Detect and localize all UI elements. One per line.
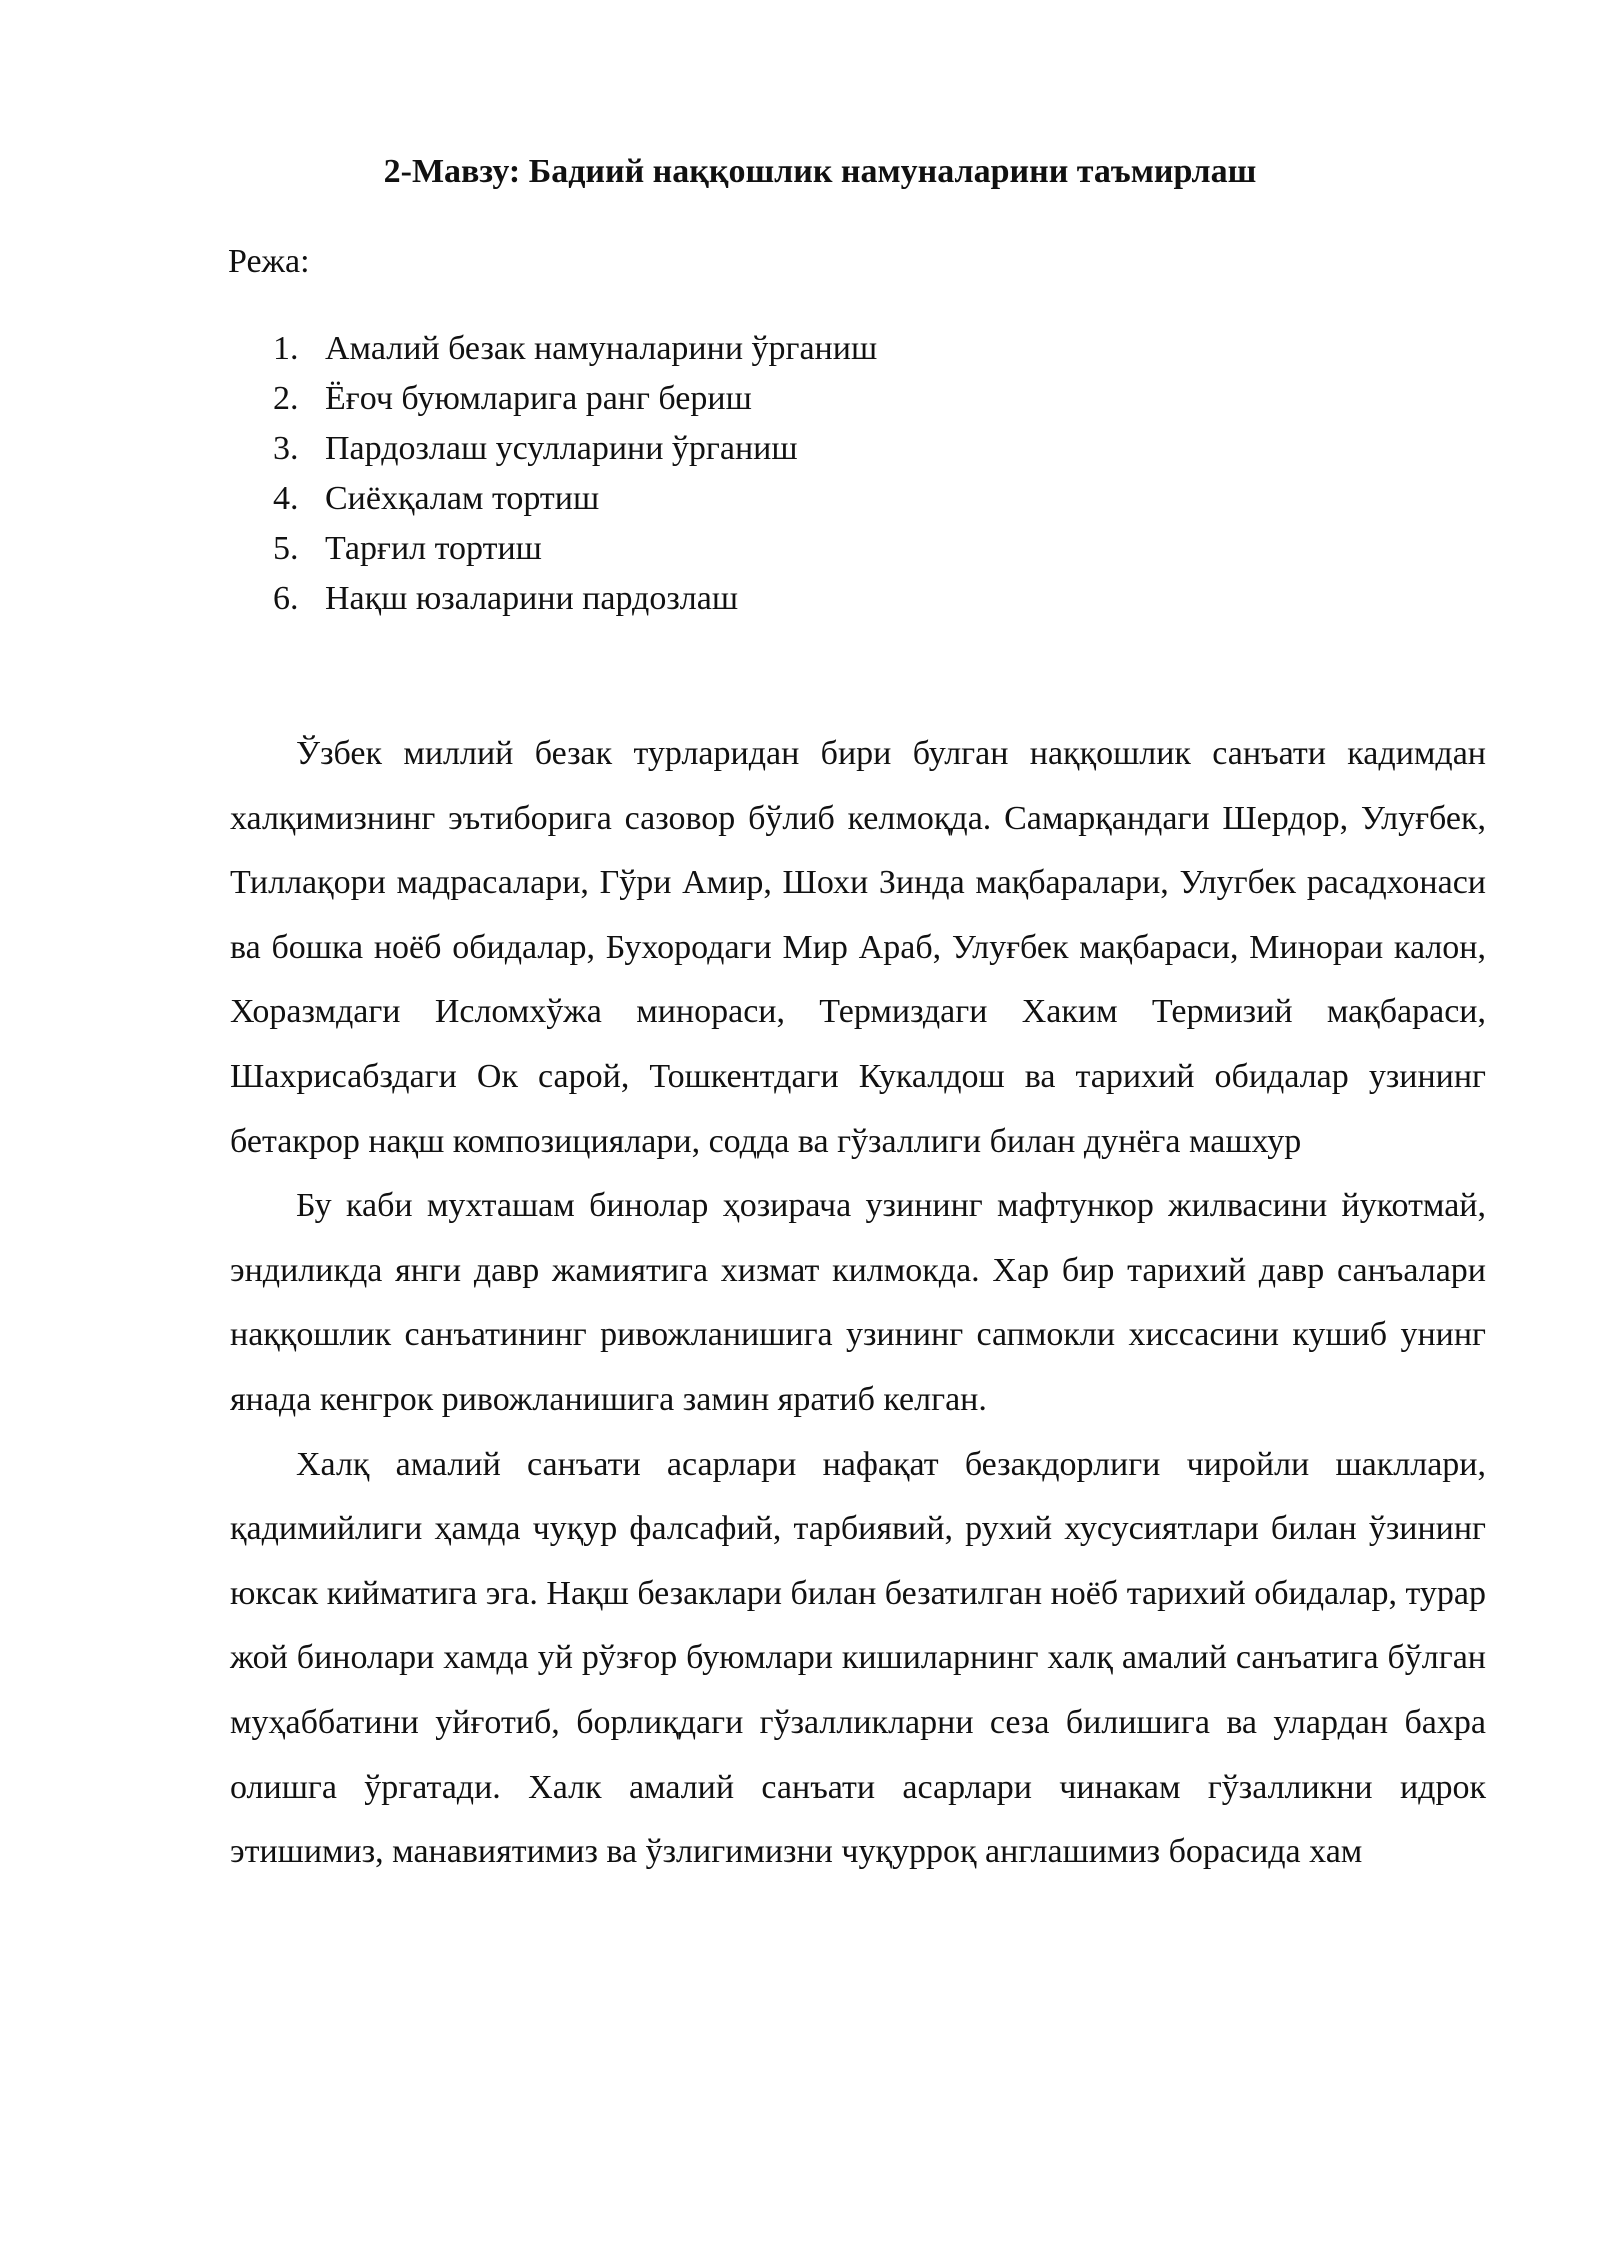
plan-item-number: 5. (273, 530, 299, 567)
body-text (230, 722, 1486, 1885)
plan-item-text: Нақш юзаларини пардозлаш (325, 580, 739, 617)
plan-item-text: Сиёхқалам тортиш (325, 480, 600, 517)
plan-item-number: 1. (273, 330, 299, 367)
plan-heading: Режа: (228, 243, 310, 280)
plan-item-number: 3. (273, 430, 299, 467)
plan-item-number: 4. (273, 480, 299, 517)
plan-item-text: Амалий безак намуналарини ўрганиш (325, 330, 878, 367)
body-paragraph: Бу каби мухташам бинолар ҳозирача узининг мафтункор жилвасини йукотмай, эндиликда янги давр жамиятига хизмат килмокда. Хар бир тарихий давр санъалари наққошлик санъатининг ривожланишига узининг сапмокли хиссасини кушиб унинг янада кенгрок ривожланишига замин яратиб келган. (230, 1187, 1486, 1418)
plan-item-number: 2. (273, 380, 299, 417)
plan-item-text: Пардозлаш усулларини ўрганиш (325, 430, 798, 467)
body-paragraph: Халқ амалий санъати асарлари нафақат безакдорлиги чиройли шакллари, қадимийлиги ҳамда чуқур фалсафий, тарбиявий, рухий хусусиятлари билан ўзининг юксак кийматига эга. Нақш безаклари билан безатилган ноёб тарихий обидалар, турар жой бинолари хамда уй рўзғор буюмлари кишиларнинг халқ амалий санъатига бўлган муҳаббатини уйғотиб, борлиқдаги гўзалликларни сеза билишига ва улардан бахра олишга ўргатади. Халк амалий санъати асарлари чинакам гўзалликни идрок этишимиз, манавиятимиз ва ўзлигимизни чуқурроқ англашимиз борасида хам (230, 1445, 1486, 1871)
plan-item-text: Ёғоч буюмларига ранг бериш (325, 380, 752, 417)
document-title: 2-Мавзу: Бадиий наққошлик намуналарини таъмирлаш (383, 153, 1257, 190)
plan-item-number: 6. (273, 580, 299, 617)
plan-item-text: Тарғил тортиш (325, 530, 542, 567)
body-paragraph: Ўзбек миллий безак турларидан бири булган наққошлик санъати кадимдан халқимизнинг эътиборига сазовор бўлиб келмоқда. Самарқандаги Шердор, Улуғбек, Тиллақори мадрасалари, Гўри Амир, Шохи Зинда мақбаралари, Улугбек расадхонаси ва бошка ноёб обидалар, Бухородаги Мир Араб, Улуғбек мақбараси, Минораи калон, Хоразмдаги Исломхўжа минораси, Термиздаги Хаким Термизий мақбараси, Шахрисабздаги Ок сарой, Тошкентдаги Кукалдош ва тарихий обидалар узининг бетакрор нақш композициялари, содда ва гўзаллиги билан дунёга машхур (230, 735, 1486, 1160)
